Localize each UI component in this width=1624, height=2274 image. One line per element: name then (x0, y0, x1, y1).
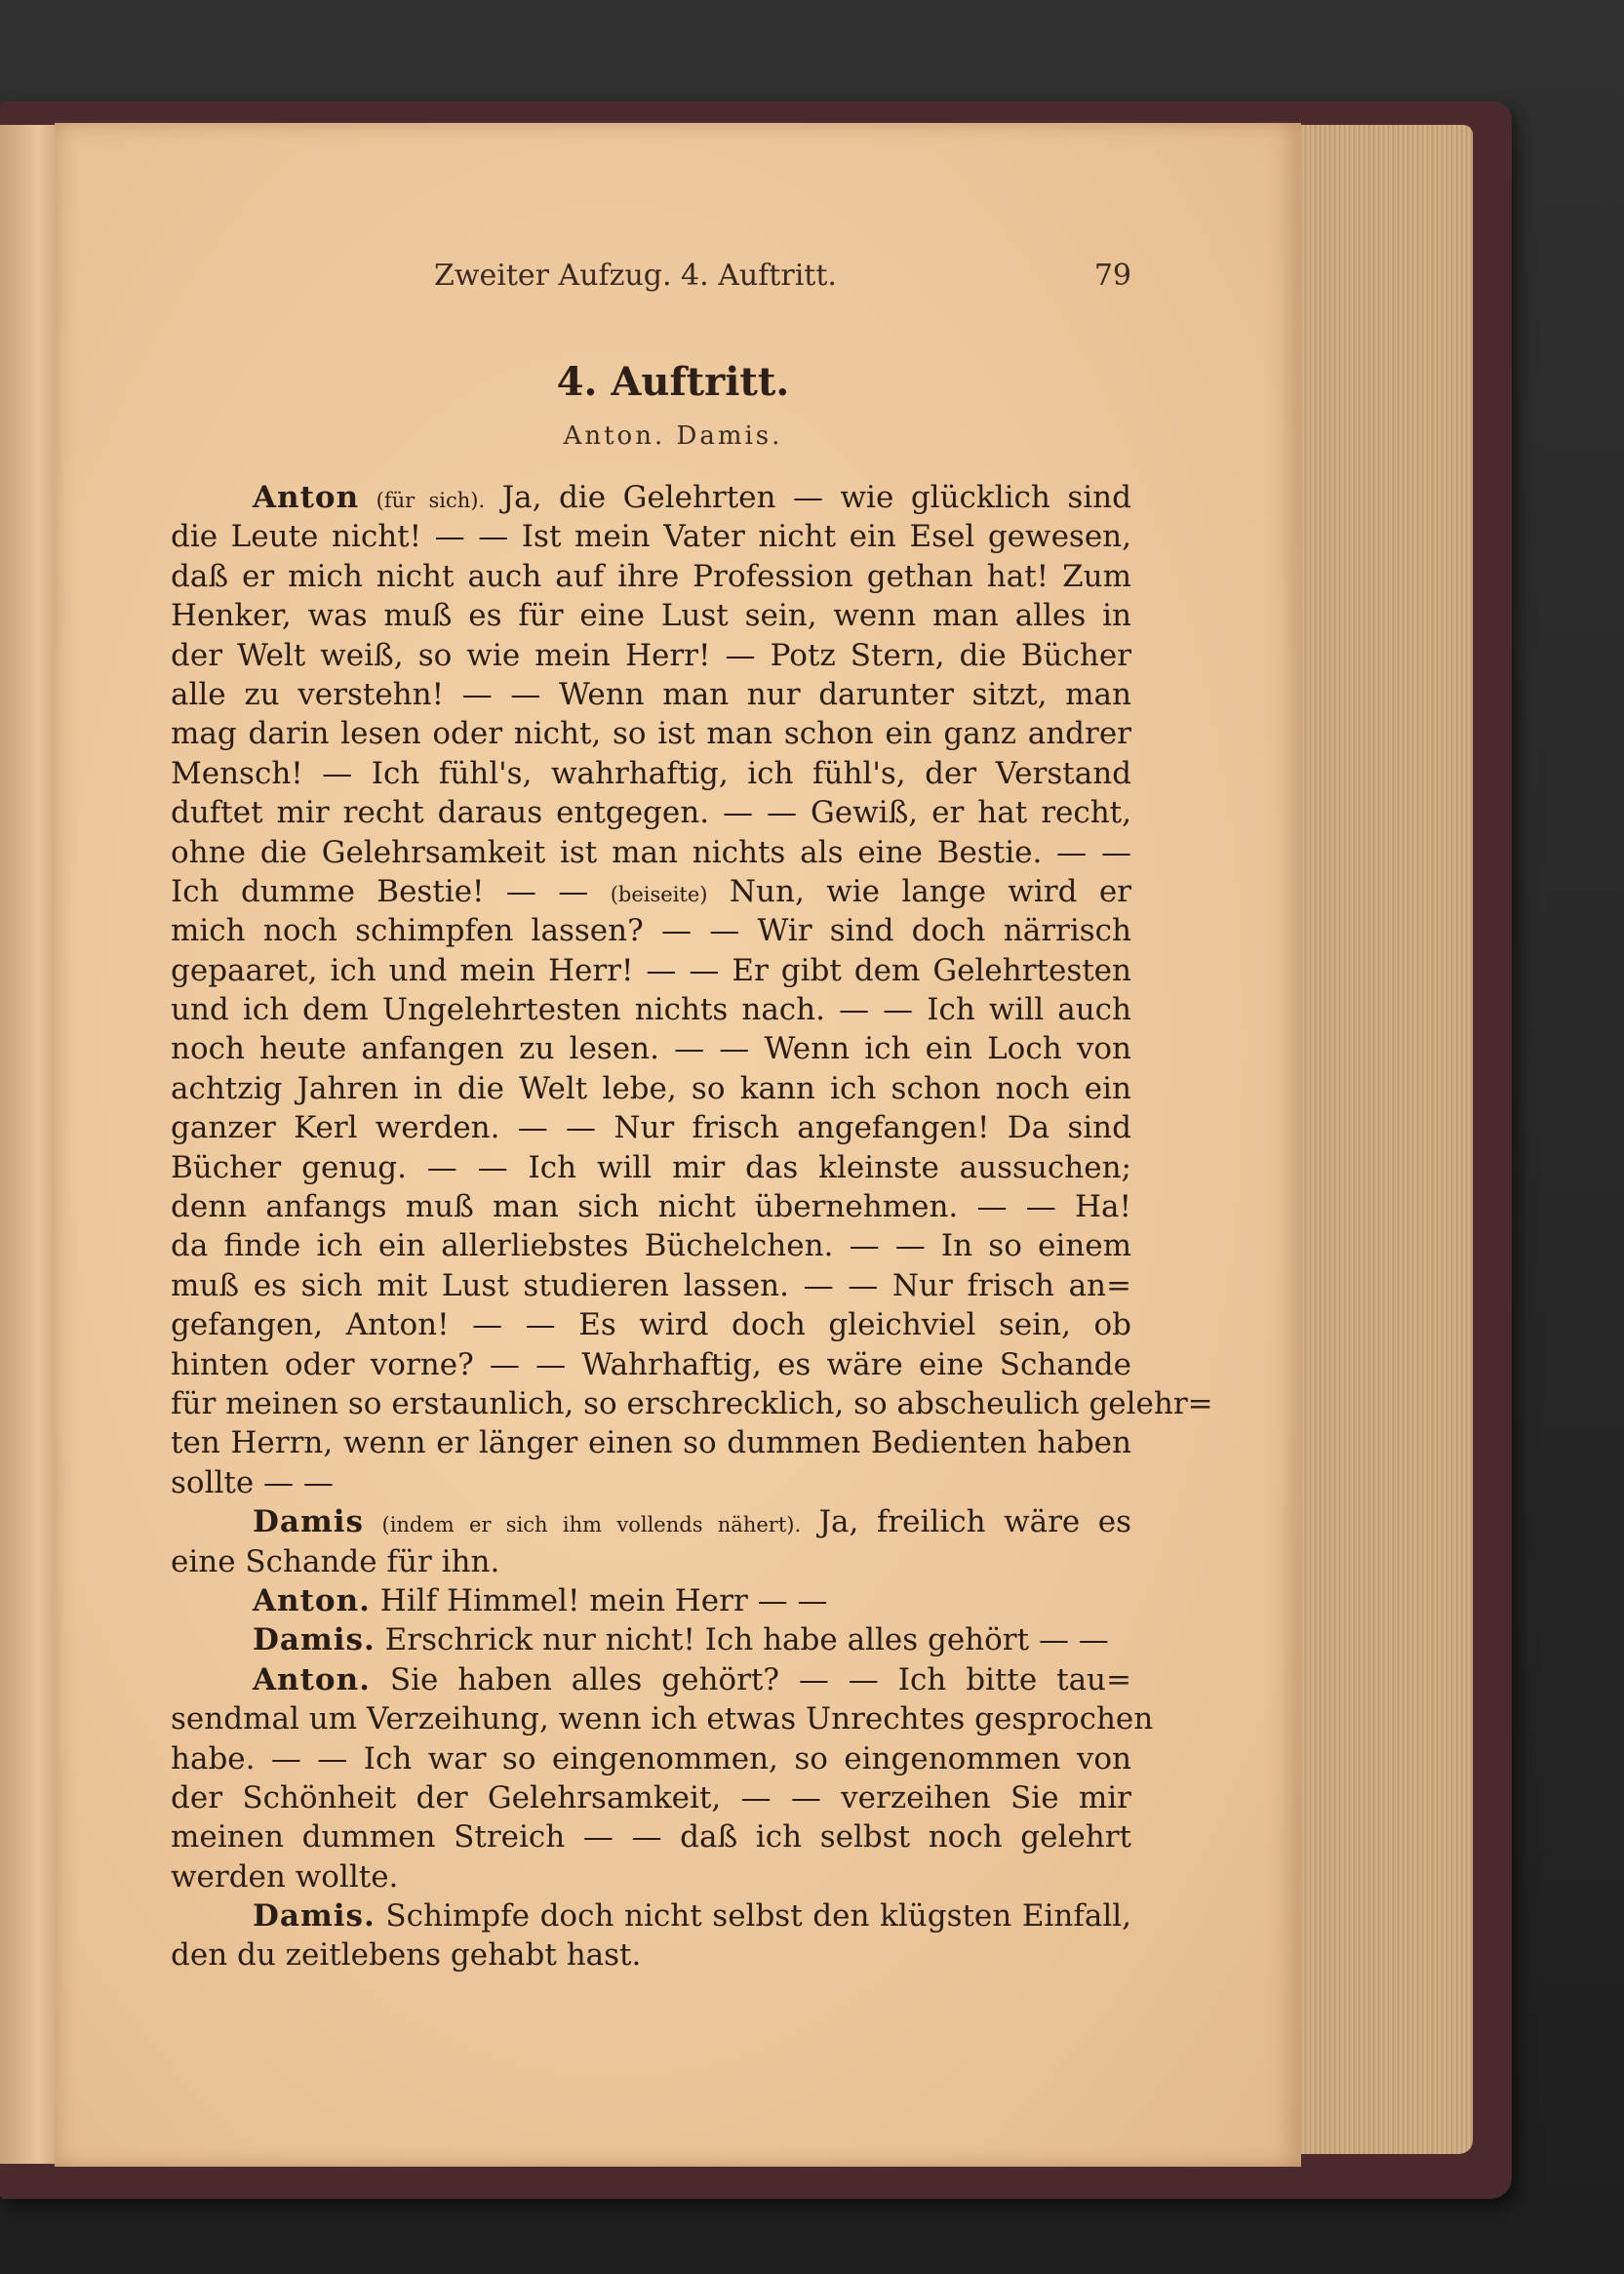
page-edges (1292, 125, 1473, 2154)
text-line: der Schönheit der Gelehrsamkeit, — — verzeihen Sie mir (171, 1779, 1131, 1815)
text-line: Anton (für sich). Ja, die Gelehrten — wie glücklich sind (253, 480, 1131, 515)
running-header (434, 259, 1131, 307)
text-line: für meinen so erstaunlich, so erschrecklich, so abscheulich gelehr= (171, 1385, 1213, 1421)
speaker-name: Anton. (253, 1582, 371, 1618)
text-line: daß er mich nicht auch auf ihre Profession gethan hat! Zum (171, 558, 1131, 594)
running-title: Zweiter Aufzug. 4. Auftritt. (434, 259, 837, 293)
speaker-name: Anton (253, 480, 360, 515)
text-line: mich noch schimpfen lassen? — — Wir sind doch närrisch (171, 913, 1131, 949)
scene-characters: Anton. Damis. (563, 421, 783, 451)
previous-page-edge (0, 125, 57, 2164)
text-line: Bücher genug. — — Ich will mir das kleinste aussuchen; (171, 1149, 1131, 1185)
speaker-name: Damis. (253, 1622, 376, 1658)
text-line: ganzer Kerl werden. — — Nur frisch angefangen! Da sind (171, 1110, 1131, 1146)
text-line: sollte — — (171, 1464, 334, 1500)
text-line: Ich dumme Bestie! — — (beiseite) Nun, wie lange wird er (171, 873, 1132, 909)
text-line: werden wollte. (171, 1858, 399, 1895)
text-line: da finde ich ein allerliebstes Büchelchen. — — In so einem (171, 1228, 1131, 1264)
text-line: ten Herrn, wenn er länger einen so dummen Bedienten haben (171, 1425, 1131, 1461)
text-line: Anton. Hilf Himmel! mein Herr — — (253, 1582, 828, 1618)
text-line: denn anfangs muß man sich nicht übernehmen. — — Ha! (171, 1189, 1131, 1225)
text-line: duftet mir recht daraus entgegen. — — Gewiß, er hat recht, (171, 795, 1131, 831)
text-line: hinten oder vorne? — — Wahrhaftig, es wäre eine Schande (171, 1346, 1131, 1382)
scene-title: 4. Auftritt. (556, 359, 790, 405)
text-line: muß es sich mit Lust studieren lassen. — — Nur frisch an= (171, 1267, 1131, 1303)
text-line: habe. — — Ich war so eingenommen, so eingenommen von (171, 1740, 1131, 1776)
stage-direction: (indem er sich ihm vollends nähert). (381, 1513, 802, 1537)
text-line: Damis (indem er sich ihm vollends nähert). Ja, freilich wäre es (253, 1504, 1131, 1540)
text-line: Henker, was muß es für eine Lust sein, wenn man alles in (171, 598, 1131, 634)
text-line: sendmal um Verzeihung, wenn ich etwas Unrechtes gesprochen (171, 1701, 1154, 1737)
stage-direction: (beiseite) (610, 882, 708, 906)
text-line: alle zu verstehn! — — Wenn man nur darunter sitzt, man (171, 676, 1131, 712)
text-line: mag darin lesen oder nicht, so ist man schon ein ganz andrer (171, 716, 1131, 752)
speaker-name: Damis. (253, 1898, 376, 1935)
text-line: gepaaret, ich und mein Herr! — — Er gibt dem Gelehrtesten (171, 952, 1131, 988)
text-line: eine Schande für ihn. (171, 1543, 500, 1579)
text-line: Damis. Erschrick nur nicht! Ich habe alles gehört — — (253, 1622, 1109, 1658)
text-line: die Leute nicht! — — Ist mein Vater nicht ein Esel gewesen, (171, 519, 1131, 555)
text-line: und ich dem Ungelehrtesten nichts nach. — — Ich will auch (171, 992, 1131, 1028)
text-line: ohne die Gelehrsamkeit ist man nichts als eine Bestie. — — (171, 834, 1131, 870)
text-line: Mensch! — Ich fühl's, wahrhaftig, ich fühl's, der Verstand (171, 755, 1131, 791)
body-text (171, 478, 1213, 1975)
text-line: Damis. Schimpfe doch nicht selbst den klügsten Einfall, (253, 1898, 1132, 1935)
text-line: gefangen, Anton! — — Es wird doch gleichviel sein, ob (171, 1307, 1131, 1343)
text-line: noch heute anfangen zu lesen. — — Wenn ich ein Loch von (171, 1031, 1131, 1067)
text-line: der Welt weiß, so wie mein Herr! — Potz Stern, die Bücher (171, 637, 1131, 673)
speaker-name: Anton. (253, 1661, 371, 1697)
text-line: Anton. Sie haben alles gehört? — — Ich bitte tau= (253, 1661, 1132, 1697)
page-number: 79 (1093, 259, 1131, 293)
speaker-name: Damis (253, 1504, 364, 1540)
text-line: achtzig Jahren in die Welt lebe, so kann ich schon noch ein (171, 1070, 1131, 1106)
text-line: den du zeitlebens gehabt hast. (171, 1937, 642, 1974)
text-line: meinen dummen Streich — — daß ich selbst noch gelehrt (171, 1819, 1131, 1855)
stage-direction: (für sich). (376, 489, 486, 512)
